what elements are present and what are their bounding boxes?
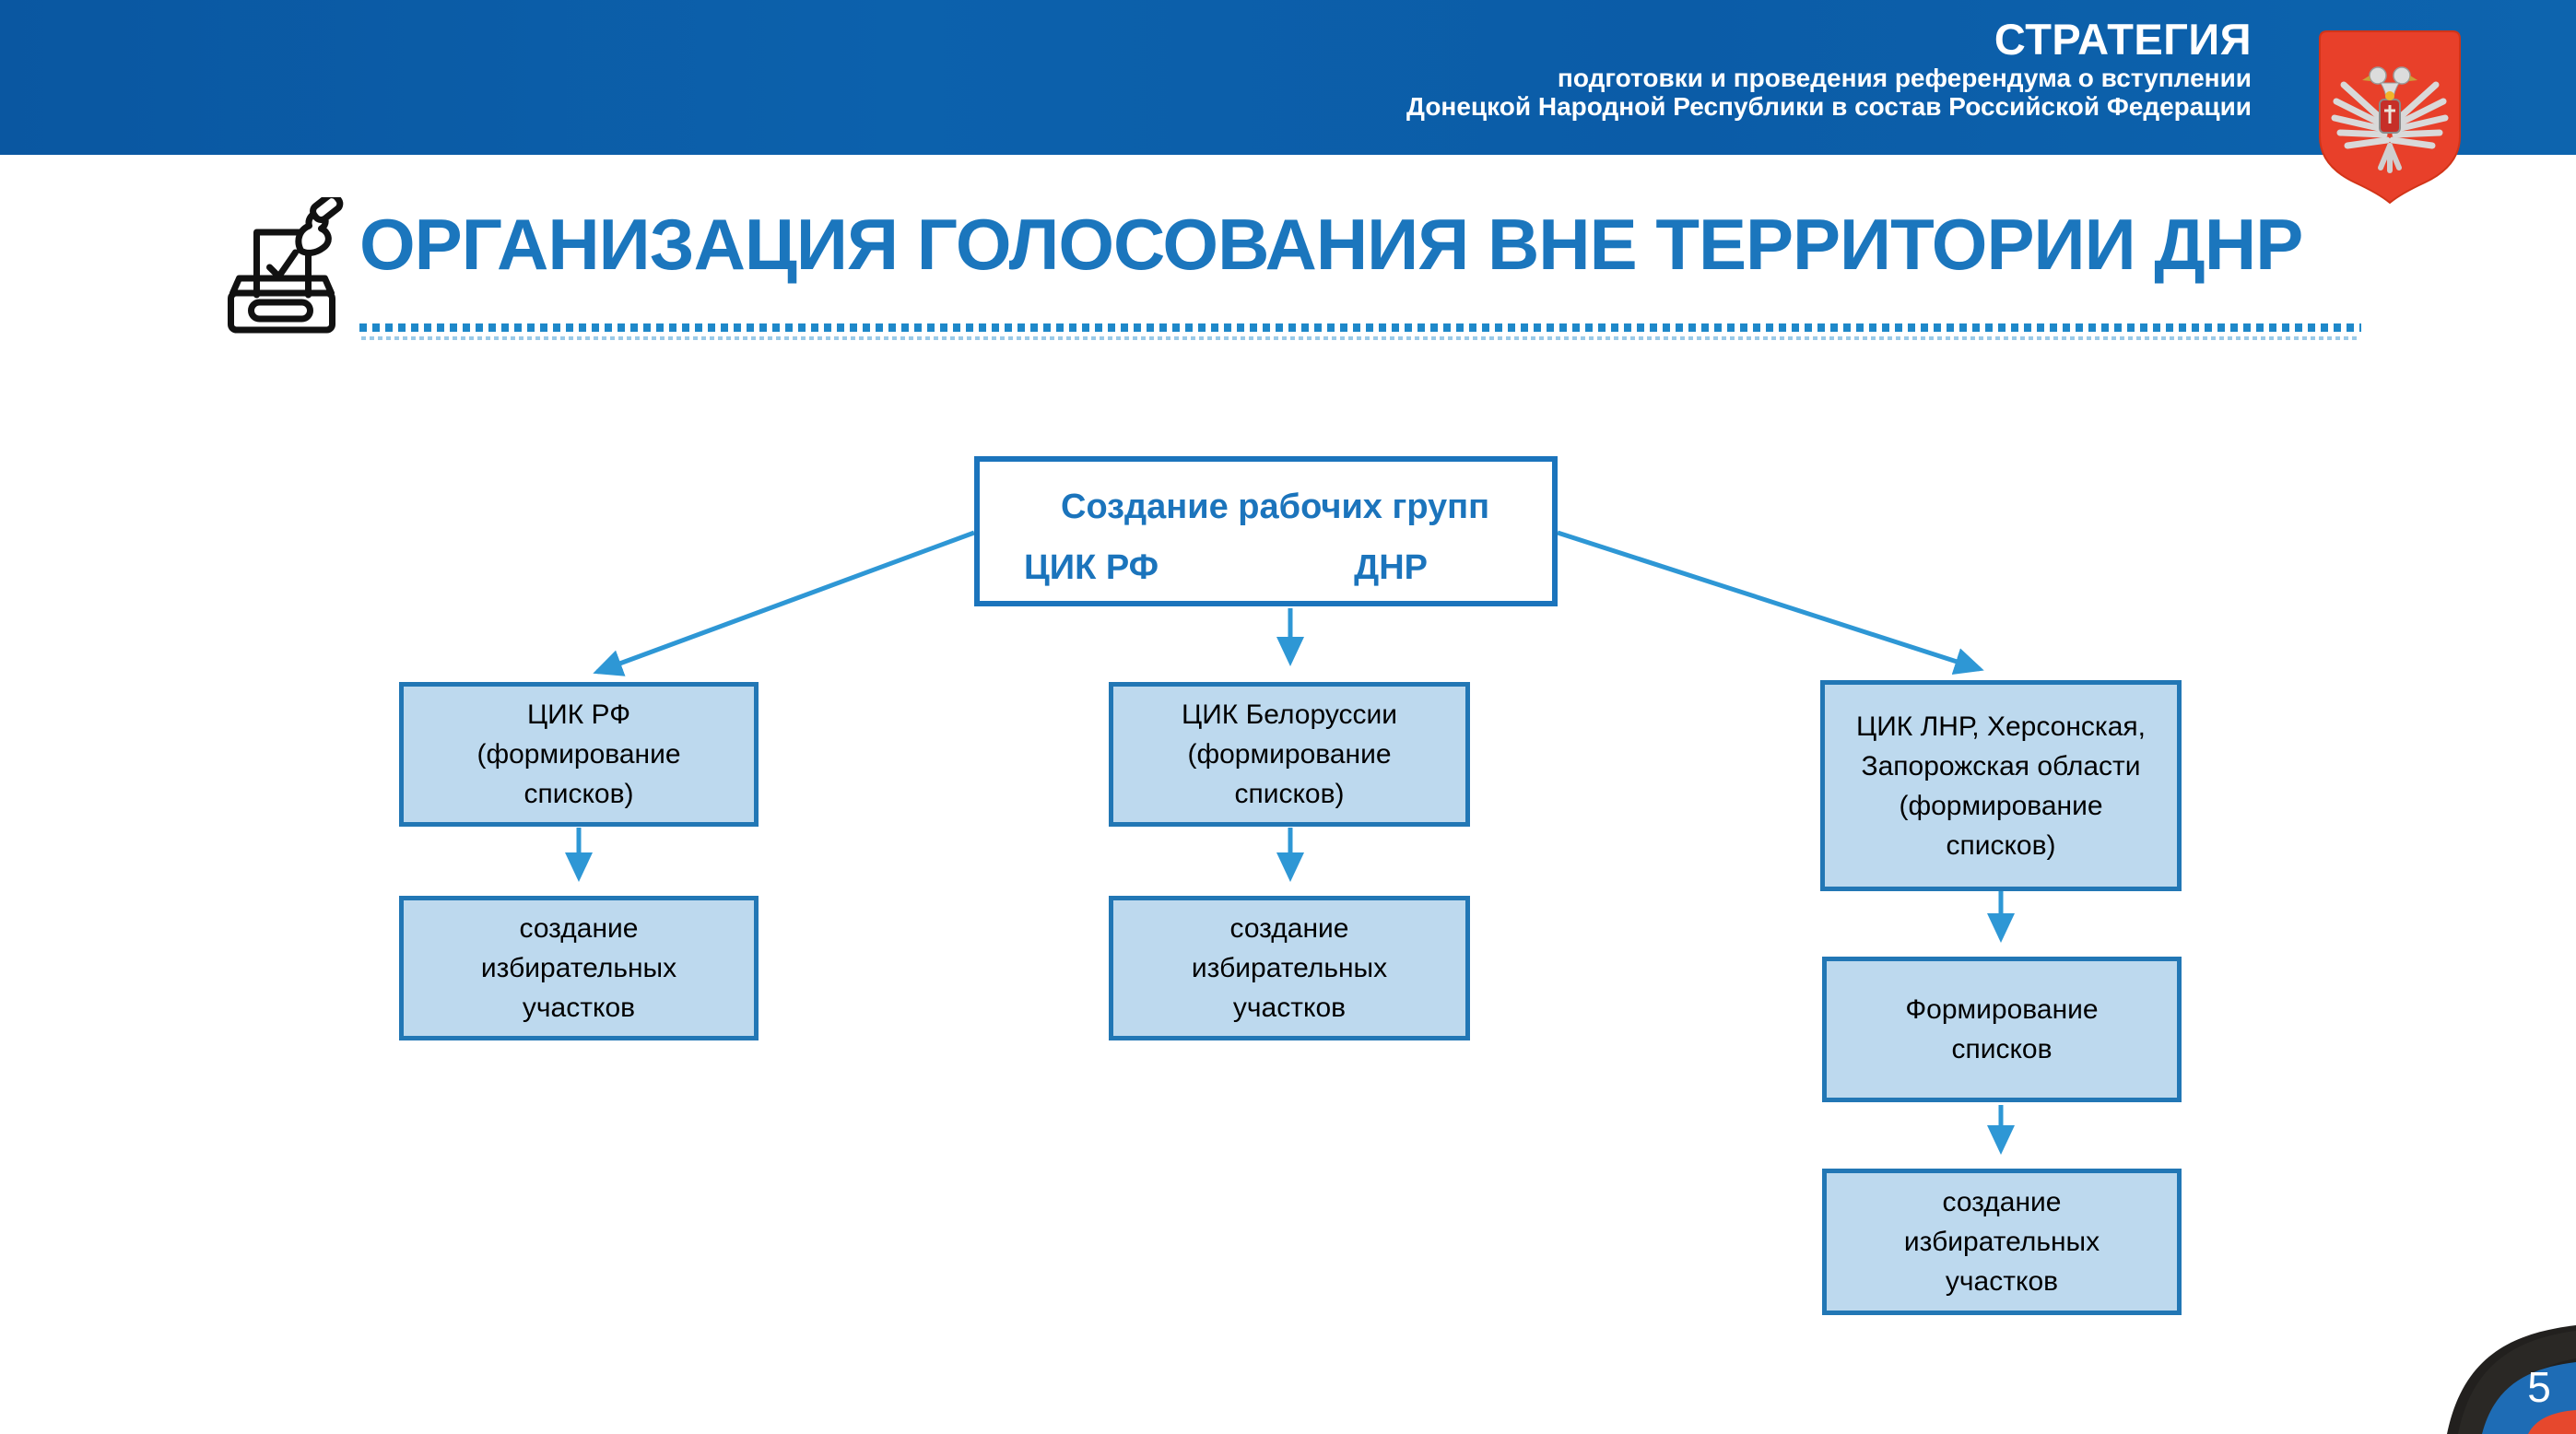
title-dotted-divider xyxy=(359,323,2361,332)
title-dotted-divider-shadow xyxy=(361,336,2359,340)
flow-node-working-groups xyxy=(974,456,1558,606)
arrow-root-to-cik-lnr xyxy=(1558,533,1980,669)
flow-node-line: списков) xyxy=(1946,829,2056,861)
flow-node-line: создание xyxy=(519,913,639,944)
flow-node-line: ЦИК ЛНР, Херсонская, xyxy=(1856,711,2146,742)
header-text-block xyxy=(1406,17,2252,121)
flow-node-line: Запорожская области xyxy=(1861,750,2141,782)
flow-node-line: создание xyxy=(1229,913,1349,944)
flow-node-line: (формирование xyxy=(1187,739,1392,770)
flow-node-line: участков xyxy=(522,993,636,1023)
header-bar xyxy=(0,0,2576,155)
flow-node-line: избирательных xyxy=(480,953,677,983)
header-subtitle-line1: подготовки и проведения референдума о вступлении xyxy=(1557,63,2252,92)
flow-node-rf-polling-stations xyxy=(399,896,759,1040)
flow-node-cik-lnr xyxy=(1820,680,2182,891)
flow-node-line: списков xyxy=(1951,1034,2053,1064)
flow-node-line: списков) xyxy=(523,779,634,809)
flow-node-line: создание xyxy=(1942,1187,2062,1217)
flow-node-line: ЦИК РФ xyxy=(526,699,631,730)
flow-node-line: Формирование xyxy=(1905,994,2099,1025)
flow-node-cik-rf xyxy=(399,682,759,827)
flow-node-by-polling-stations xyxy=(1109,896,1470,1040)
flow-node-line: избирательных xyxy=(1191,953,1388,983)
flow-node-working-groups-row xyxy=(1024,550,1524,585)
flow-node-working-groups-title: Создание рабочих групп xyxy=(1061,488,1490,526)
flow-node-line: ЦИК Белоруссии xyxy=(1182,699,1397,730)
flow-node-line: участков xyxy=(1945,1266,2059,1297)
flow-label-dnr: ДНР xyxy=(1354,548,1428,587)
flow-node-lnr-polling-stations xyxy=(1822,1169,2182,1315)
header-title: СТРАТЕГИЯ xyxy=(1994,15,2252,64)
flow-node-line: списков) xyxy=(1234,779,1345,809)
flow-node-line: (формирование xyxy=(1899,790,2103,821)
arrow-root-to-cik-rf xyxy=(597,533,974,672)
flow-node-line: (формирование xyxy=(476,739,681,770)
flow-node-cik-belarus xyxy=(1109,682,1470,827)
flow-node-line: участков xyxy=(1232,993,1347,1023)
flow-node-lnr-lists xyxy=(1822,957,2182,1102)
page-number: 5 xyxy=(2527,1363,2551,1411)
flow-node-line: избирательных xyxy=(1903,1227,2100,1257)
header-subtitle-line2: Донецкой Народной Республики в состав Российской Федерации xyxy=(1406,92,2252,122)
ballot-box-icon xyxy=(219,197,345,335)
flow-label-cik-rf: ЦИК РФ xyxy=(1024,548,1159,587)
dnr-coat-of-arms-icon xyxy=(2316,28,2464,205)
page-title: ОРГАНИЗАЦИЯ ГОЛОСОВАНИЯ ВНЕ ТЕРРИТОРИИ ДНР xyxy=(359,204,2303,285)
